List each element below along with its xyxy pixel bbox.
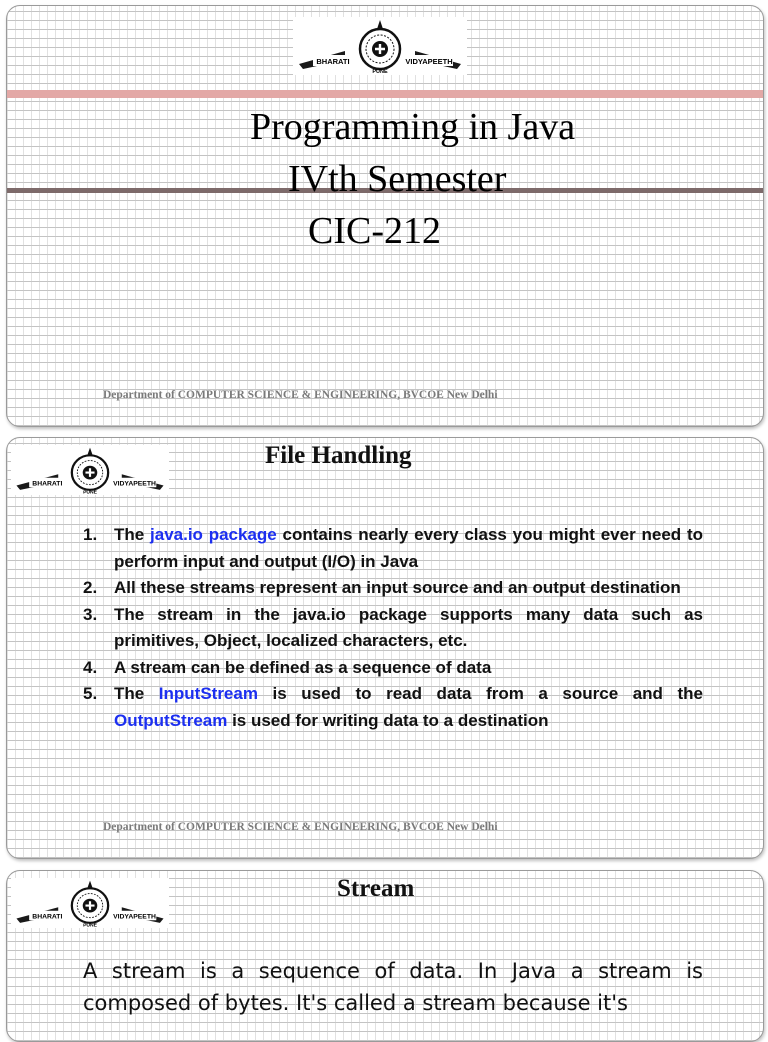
point-number: 1. xyxy=(83,525,98,544)
logo-right-text: VIDYAPEETH xyxy=(113,480,156,488)
point-text: All these streams represent an input source and an output destination xyxy=(114,578,681,597)
point-text: is used for writing data to a destination xyxy=(227,710,549,730)
point-number: 2. xyxy=(83,578,98,597)
point-text: contains nearly every class you might ever need to perform input and output (I/O) in Java xyxy=(114,525,703,571)
course-title: Programming in Java xyxy=(250,106,576,148)
point-number: 3. xyxy=(83,604,98,624)
bvp-logo xyxy=(11,878,169,928)
logo-bottom-text: PUNE xyxy=(83,490,97,495)
highlighted-term: java.io package xyxy=(150,525,277,544)
stream-paragraph: A stream is a sequence of data. In Java a stream is composed of bytes. It's called a stream because it's xyxy=(83,959,703,1015)
department-footer: Department of COMPUTER SCIENCE & ENGINEERING, BVCOE New Delhi xyxy=(103,389,498,401)
highlighted-term: OutputStream xyxy=(114,710,228,730)
point-text: A stream can be defined as a sequence of data xyxy=(114,657,492,677)
semester-title: IVth Semester xyxy=(288,158,507,200)
point-item xyxy=(83,655,703,682)
logo-bottom-text: PUNE xyxy=(372,69,388,75)
bvp-logo xyxy=(11,445,169,495)
slide-file-handling xyxy=(6,437,764,859)
logo-right-text: VIDYAPEETH xyxy=(113,913,156,921)
slide-title xyxy=(6,5,764,427)
logo-left-text: BHARATI xyxy=(32,913,63,921)
logo-left-text: BHARATI xyxy=(316,57,350,66)
highlighted-term: InputStream xyxy=(158,684,258,703)
logo-left-text: BHARATI xyxy=(32,480,63,488)
logo-bottom-text: PUNE xyxy=(83,923,97,928)
slide-stream xyxy=(6,870,764,1042)
logo-right-text: VIDYAPEETH xyxy=(405,57,453,66)
point-item xyxy=(83,602,703,655)
point-text: The xyxy=(114,525,151,544)
file-handling-points xyxy=(83,522,703,734)
point-item xyxy=(83,575,703,602)
bvp-logo-graphic xyxy=(293,17,467,75)
point-item xyxy=(83,681,703,734)
point-item xyxy=(83,522,703,575)
slide-heading: Stream xyxy=(337,875,415,902)
bvp-logo-graphic xyxy=(11,878,169,928)
bvp-logo xyxy=(293,17,467,75)
slide-heading: File Handling xyxy=(265,442,412,469)
department-footer: Department of COMPUTER SCIENCE & ENGINEERING, BVCOE New Delhi xyxy=(103,821,498,833)
point-text: The xyxy=(114,684,159,703)
point-number: 5. xyxy=(83,684,98,703)
point-text: The stream in the java.io package supports many data such as primitives, Object, localized characters, etc. xyxy=(114,604,703,650)
bvp-logo-graphic xyxy=(11,445,169,495)
point-number: 4. xyxy=(83,657,98,677)
point-text: is used to read data from a source and the xyxy=(257,684,703,703)
pink-divider-band xyxy=(7,90,763,98)
course-code: CIC-212 xyxy=(308,210,441,252)
